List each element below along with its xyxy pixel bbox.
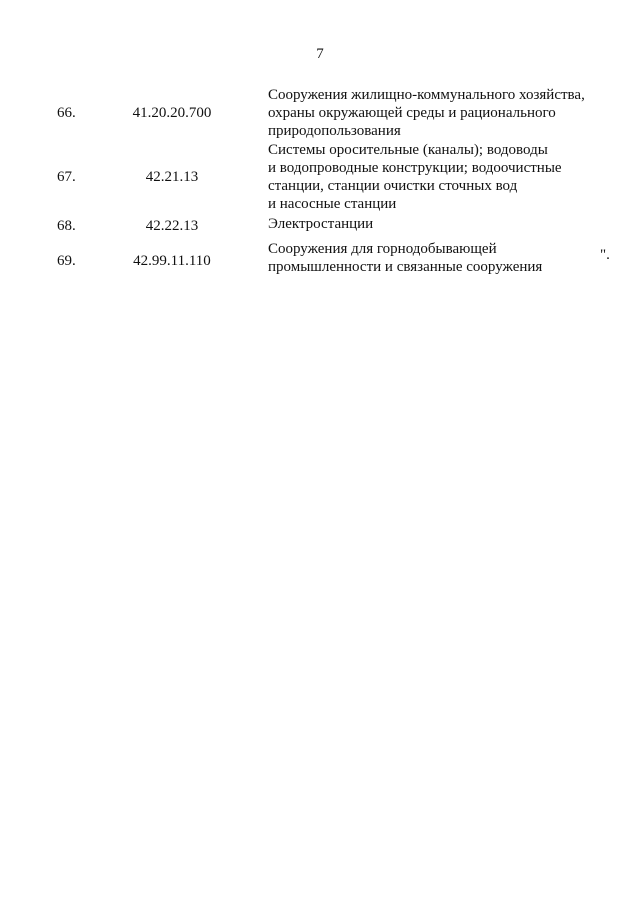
description-line: Сооружения жилищно-коммунального хозяйства,: [268, 87, 585, 103]
row-number: 69.: [57, 253, 76, 269]
page-number: 7: [316, 46, 324, 62]
description-line: станции, станции очистки сточных вод: [268, 178, 518, 194]
description-line: Системы оросительные (каналы); водоводы: [268, 142, 548, 158]
closing-quote-mark: ".: [600, 247, 610, 263]
description-line: охраны окружающей среды и рационального: [268, 105, 556, 121]
classifier-code: 41.20.20.700: [132, 105, 212, 121]
row-number: 66.: [57, 105, 76, 121]
description-line: природопользования: [268, 123, 401, 139]
row-description: [268, 141, 598, 213]
row-number: 68.: [57, 218, 76, 234]
row-description: [268, 215, 598, 233]
description-line: и насосные станции: [268, 196, 397, 212]
row-description: [268, 240, 598, 276]
classifier-code: 42.99.11.110: [133, 253, 211, 269]
description-line: Сооружения для горнодобывающей: [268, 241, 497, 257]
classifier-code: 42.21.13: [145, 169, 199, 185]
description-line: и водопроводные конструкции; водоочистные: [268, 160, 562, 176]
description-line: Электростанции: [268, 216, 374, 232]
description-line: промышленности и связанные сооружения: [268, 259, 543, 275]
row-description: [268, 86, 598, 140]
row-number: 67.: [57, 169, 76, 185]
classifier-code: 42.22.13: [145, 218, 199, 234]
